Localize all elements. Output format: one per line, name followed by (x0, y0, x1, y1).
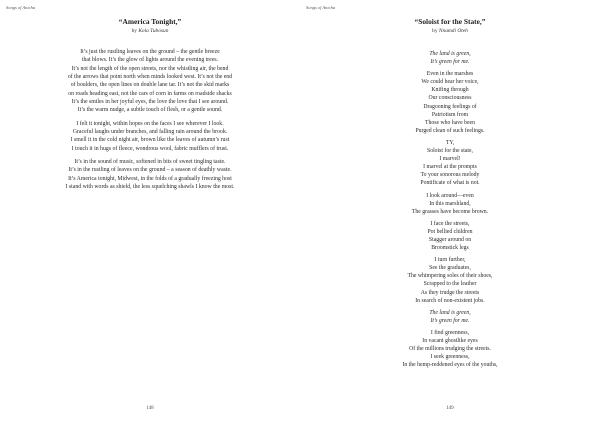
poem-line: Even in the marshes (426, 71, 474, 78)
poem-line: Knifing through (431, 87, 469, 94)
poem-line: In vacant ghostlike eyes (422, 338, 478, 344)
poem-line: I turn further, (434, 257, 466, 264)
poem-stanza (340, 192, 560, 216)
poem-line: The land is green, (429, 309, 471, 316)
poem-stanza (20, 120, 280, 153)
poem-line: Broomstick legs (431, 245, 469, 252)
poem-line: that blows. It’s the glow of lights around the evening trees. (81, 57, 219, 64)
poem-line: As they trudge the streets (420, 289, 480, 296)
poem-line: TY, (445, 139, 455, 146)
page-number: 148 (146, 406, 154, 411)
poem-line: We could hear her voice, (421, 79, 479, 86)
poem-line: Soloist for the state, (427, 148, 473, 155)
poem-title: “Soloist for the State,” (414, 17, 486, 26)
poem-line: In search of non-existent jobs. (415, 297, 485, 304)
refrain-stanza (340, 309, 560, 325)
poem-line: Patriotism from (431, 111, 469, 118)
poem-line: I look around—even (426, 192, 474, 199)
byline-prefix: by (131, 28, 139, 34)
page-number: 149 (446, 406, 454, 411)
poem-stanza (340, 329, 560, 369)
poem-line: I touch it in hugs of fleece, wondrous wool, fabric mufflers of trust. (71, 145, 229, 152)
poem-byline (0, 28, 300, 34)
poem-line: It’s America tonight, Midwest, in the folds of a gradually freezing host (68, 175, 232, 182)
poem-line: It’s the smiles in her joyful eyes, the love the love that I see around. (71, 99, 229, 106)
right-page (300, 0, 600, 424)
poem-body (20, 48, 280, 197)
poem-line: Pot bellied children (427, 228, 473, 235)
poem-line: I stand with words as shield, the less squelching shawls I know the most. (65, 184, 235, 191)
poem-line: I seek greenness, (430, 354, 470, 361)
poem-stanza (20, 48, 280, 115)
poem-line: I marvel at the prompts (423, 164, 477, 171)
poem-line: See the graduates, (429, 265, 471, 272)
poem-line: It’s green for me. (430, 317, 470, 324)
poem-line: In the hemp-reddened eyes of the youths, (402, 362, 498, 369)
poem-line: Our consciousness (428, 95, 472, 102)
byline-prefix: by (432, 28, 439, 34)
poem-line: It’s in the rustling of leaves on the ground – a season of deathly waste. (68, 167, 232, 174)
poem-stanza (340, 220, 560, 252)
poem-line: It’s the warm nudge, a subtle touch of flesh, or a gentle sound. (77, 107, 223, 114)
poem-line: It’s green for me. (430, 59, 470, 66)
poem-title: “America Tonight,” (118, 17, 182, 26)
poem-line: In this marshland, (429, 200, 471, 207)
poem-line: I find greenness, (430, 329, 470, 336)
refrain-stanza (340, 50, 560, 66)
poem-line: It’s just the rustling leaves on the ground – the gentle breeze (80, 49, 220, 55)
poem-line: I marvel! (439, 156, 461, 163)
poem-author: Kola Tubosun (138, 28, 169, 34)
poem-line: Graceful laughs under branches, and falling rain around the brook. (72, 129, 228, 136)
poem-line: of boulders, the open lines on double lane tar. It’s not the skid marks (70, 82, 230, 89)
poem-line: Stagger around on (428, 236, 472, 243)
poem-line: It’s in the sound of music, softened in bits of sweet tingling taste. (74, 159, 226, 166)
poem-line: The grasses have become brown. (411, 208, 489, 215)
poem-stanza (340, 256, 560, 305)
poem-line: of the arrows that point north when minds looked west. It’s not the end (67, 74, 233, 81)
poem-line: The land is green, (429, 51, 471, 57)
poem-line: Dragooning feelings of (423, 103, 477, 110)
poem-line: on roads heading east, not the cars of corn in farms on roadside shacks (68, 90, 232, 97)
running-head: Songs of Anicha (6, 5, 36, 10)
poem-byline (300, 28, 600, 34)
poem-line: Pontificate of what is not. (420, 180, 480, 187)
poem-line: Those who have been (425, 119, 475, 126)
poem-stanza (340, 70, 560, 135)
poem-line: It’s not the length of the open streets, nor the whistling air, the bend (71, 65, 229, 72)
poem-line: The whimpering soles of their shoes, (407, 273, 493, 280)
poem-stanza (20, 158, 280, 191)
running-head: Songs of Anicha (306, 5, 336, 10)
poem-line: To your sonorous melody (420, 172, 480, 179)
poem-line: Scrapped to the leather (423, 281, 477, 288)
poem-line: Of the millions trudging the streets. (409, 346, 491, 353)
poem-line: I felt it tonight, within hopes on the faces I see wherever I look. (76, 120, 224, 127)
poem-line: I face the streets, (430, 220, 470, 227)
poem-line: I smell it in the cold night air, brown like the leaves of autumn’s rust (70, 137, 230, 144)
poem-line: Purged clean of such feelings. (415, 127, 485, 134)
poem-stanza (340, 139, 560, 188)
poem-body (340, 50, 560, 373)
poem-author: Nnamdi Oteh (438, 28, 468, 34)
